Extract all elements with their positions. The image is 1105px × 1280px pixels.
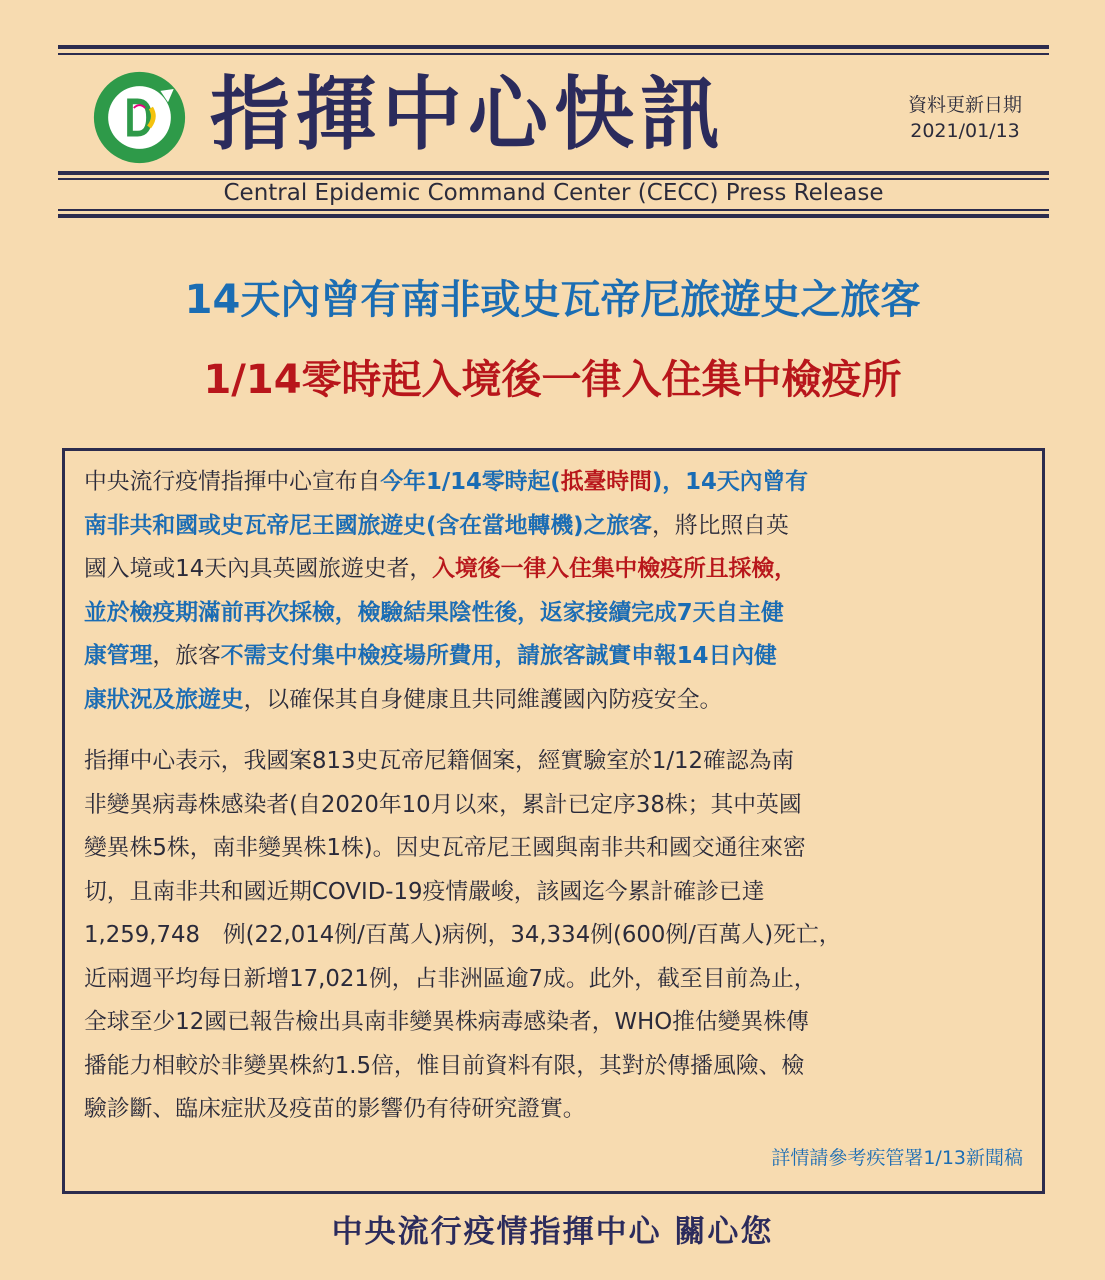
- text-line: 中央流行疫情指揮中心宣布自今年1/14零時起(抵臺時間)，14天內曾有: [84, 469, 809, 495]
- text-line: 近兩週平均每日新增17,021例，占非洲區逾7成。此外，截至目前為止，: [84, 965, 817, 992]
- date-value: 2021/01/13: [910, 120, 1020, 142]
- text-line: 變異株5株，南非變異株1株)。因史瓦帝尼王國與南非共和國交通往來密: [84, 835, 806, 861]
- footer-signature: 中央流行疫情指揮中心 關心您: [331, 1214, 774, 1250]
- bottom-rule-thin: [58, 209, 1049, 211]
- date-label: 資料更新日期: [907, 94, 1022, 116]
- masthead-subtitle: Central Epidemic Command Center (CECC) Press Release: [223, 180, 884, 206]
- headline-line-2: 1/14零時起入境後一律入住集中檢疫所: [203, 357, 902, 403]
- paragraph-announcement: [84, 461, 1024, 722]
- bottom-rule-thick: [58, 214, 1049, 218]
- text-line: 國入境或14天內具英國旅遊史者，入境後一律入住集中檢疫所且採檢，: [84, 556, 797, 582]
- text-line: 驗診斷、臨床症狀及疫苗的影響仍有待研究證實。: [84, 1096, 586, 1122]
- text-line: 非變異病毒株感染者(自2020年10月以來，累計已定序38株；其中英國: [84, 791, 802, 818]
- text-line: 並於檢疫期滿前再次採檢，檢驗結果陰性後，返家接續完成7天自主健: [84, 599, 784, 626]
- text-line: 全球至少12國已報告檢出具南非變異株病毒感染者，WHO推估變異株傳: [84, 1009, 809, 1035]
- masthead-title: 指揮中心快訊: [210, 68, 726, 161]
- text-line: 1,259,748 例(22,014例/百萬人)病例，34,334例(600例/百萬人)死亡，: [84, 922, 842, 948]
- text-line: 切，且南非共和國近期COVID-19疫情嚴峻，該國迄今累計確診已達: [84, 878, 765, 905]
- cdc-logo: [92, 70, 187, 165]
- update-date: [880, 92, 1050, 144]
- text-line: 播能力相較於非變異株約1.5倍，惟目前資料有限，其對於傳播風險、檢: [84, 1052, 805, 1079]
- top-rule-thick: [58, 45, 1049, 49]
- mid-rule-thick: [58, 171, 1049, 175]
- reference-note: 詳情請參考疾管署1/13新聞稿: [771, 1147, 1023, 1169]
- text-line: 康管理，旅客不需支付集中檢疫場所費用，請旅客誠實申報14日內健: [84, 643, 777, 669]
- paragraph-details: [84, 740, 1024, 1132]
- top-rule-thin: [58, 53, 1049, 55]
- text-line: 指揮中心表示，我國案813史瓦帝尼籍個案，經實驗室於1/12確認為南: [84, 748, 795, 774]
- text-line: 康狀況及旅遊史，以確保其自身健康且共同維護國內防疫安全。: [84, 686, 723, 713]
- text-line: 南非共和國或史瓦帝尼王國旅遊史(含在當地轉機)之旅客，將比照自英: [84, 512, 789, 539]
- headline-line-1: 14天內曾有南非或史瓦帝尼旅遊史之旅客: [184, 277, 921, 323]
